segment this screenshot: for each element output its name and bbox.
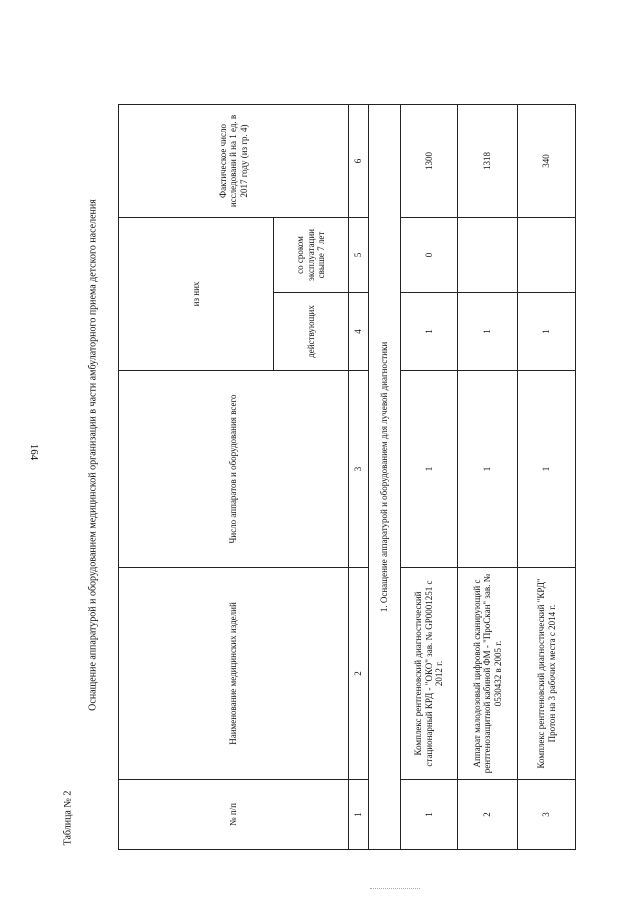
row-studies: 1300	[401, 104, 458, 217]
row-equipment-name: Комплекс рентгеновский диагностический "КРД" Протон на 3 рабочих места с 2014 г.	[518, 568, 576, 780]
row-total: 1	[458, 371, 518, 568]
header-col-active: действующих	[274, 293, 349, 371]
section-heading: 1. Оснащение аппаратурой и оборудованием для лучевой диагностики	[369, 104, 401, 849]
table-row	[518, 104, 576, 849]
row-total: 1	[401, 371, 458, 568]
row-over7	[518, 217, 576, 292]
column-number-row	[349, 104, 369, 849]
header-col-studies: Фактическое число исследовани й на 1 ед. в 2017 году (из гр. 4)	[119, 104, 349, 217]
page-number: 164	[28, 443, 40, 461]
column-number: 2	[349, 568, 369, 780]
row-number: 1	[401, 780, 458, 850]
row-studies: 1318	[458, 104, 518, 217]
header-col-over7: со сроком эксплуатации свыше 7 лет	[274, 217, 349, 292]
header-col-number: № п/п	[119, 780, 349, 850]
row-number: 3	[518, 780, 576, 850]
row-over7: 0	[401, 217, 458, 292]
row-active: 1	[518, 293, 576, 371]
row-equipment-name: Комплекс рентгеновский диагностический стационарный КРД - "ОКО" зав. № GP0001251 с 2012 г.	[401, 568, 458, 780]
row-number: 2	[458, 780, 518, 850]
section-row	[369, 104, 401, 849]
scan-noise	[370, 888, 420, 892]
column-number: 5	[349, 217, 369, 292]
header-col-total: Число аппаратов и оборудования всего	[119, 371, 349, 568]
table-caption: Таблица № 2	[62, 790, 74, 846]
header-col-name: Наименование медицинских изделий	[119, 568, 349, 780]
header-group-of-them: из них	[119, 217, 274, 370]
table-title: Оснащение аппаратурой и оборудованием медицинской организации в части амбулаторного приема детского населения	[87, 199, 99, 711]
table-container	[118, 105, 575, 850]
row-over7	[458, 217, 518, 292]
row-active: 1	[458, 293, 518, 371]
column-number: 3	[349, 371, 369, 568]
row-studies: 340	[518, 104, 576, 217]
column-number: 1	[349, 780, 369, 850]
row-active: 1	[401, 293, 458, 371]
rotated-table-frame	[118, 105, 575, 850]
column-number: 6	[349, 104, 369, 217]
column-number: 4	[349, 293, 369, 371]
equipment-table	[118, 104, 576, 850]
table-row	[401, 104, 458, 849]
row-total: 1	[518, 371, 576, 568]
table-row	[458, 104, 518, 849]
header-row	[119, 104, 274, 849]
row-equipment-name: Аппарат малодозовый цифровой сканирующий с рентгенозащитной кабиной ФМ - "ПроСкан" зав. № 0530432 в 2005 г.	[458, 568, 518, 780]
